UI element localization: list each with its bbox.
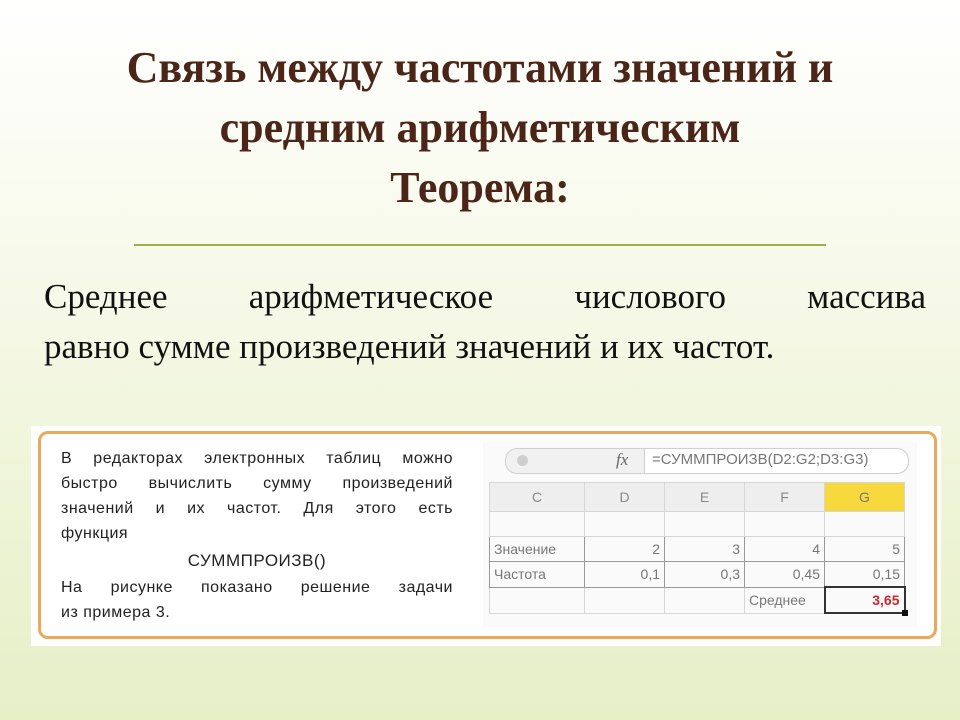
column-header-g[interactable]: G [825, 483, 905, 512]
desc-line-1: В редакторах электронных таблиц можно [61, 450, 453, 467]
spreadsheet-grid [489, 482, 906, 614]
row-label-frequency[interactable]: Частота [490, 562, 585, 588]
table-row [490, 512, 905, 537]
cell[interactable]: 3 [665, 537, 745, 562]
desc-line-2: быстро вычислить сумму произведений [61, 475, 453, 492]
formula-bar[interactable] [505, 448, 909, 474]
cell[interactable] [745, 512, 825, 537]
cell[interactable] [665, 512, 745, 537]
column-header-d[interactable]: D [585, 483, 665, 512]
column-header-row [490, 483, 905, 512]
column-header-f[interactable]: F [745, 483, 825, 512]
cell[interactable] [585, 587, 665, 613]
slide-title [0, 38, 960, 218]
cell[interactable] [585, 512, 665, 537]
card-description [61, 446, 453, 625]
cell[interactable]: 2 [585, 537, 665, 562]
cell[interactable] [825, 512, 905, 537]
title-line-3: Теорема: [390, 163, 570, 212]
fill-handle[interactable] [902, 610, 908, 616]
cell[interactable]: 0,3 [665, 562, 745, 588]
desc-line-4: функция [61, 525, 129, 542]
cell[interactable]: 5 [825, 537, 905, 562]
title-line-1: Связь между частотами значений и [126, 43, 834, 92]
formula-separator [644, 449, 645, 473]
cell[interactable]: 0,45 [745, 562, 825, 588]
circle-icon [517, 455, 528, 466]
mean-result-cell[interactable] [825, 587, 905, 613]
title-divider [134, 244, 826, 246]
cell[interactable] [490, 587, 585, 613]
cell[interactable]: 0,15 [825, 562, 905, 588]
mean-value: 3,65 [872, 592, 900, 608]
desc-line-5: На рисунке показано решение задачи [61, 579, 453, 596]
theorem-line-2: равно сумме произведений значений и их частот. [44, 327, 775, 366]
theorem-line-1: Среднее арифметическое числового массива [44, 277, 926, 316]
fx-icon: fx [616, 450, 629, 469]
cell[interactable] [490, 512, 585, 537]
desc-line-6: из примера 3. [61, 604, 171, 621]
theorem-text [44, 272, 926, 372]
table-row [490, 537, 905, 562]
mean-label[interactable]: Среднее [745, 587, 825, 613]
cell[interactable] [665, 587, 745, 613]
column-header-e[interactable]: E [665, 483, 745, 512]
table-row [490, 587, 905, 613]
desc-line-3: значений и их частот. Для этого есть [61, 500, 453, 517]
cell[interactable]: 4 [745, 537, 825, 562]
formula-input[interactable]: =СУММПРОИЗВ(D2:G2;D3:G3) [652, 451, 869, 468]
row-label-value[interactable]: Значение [490, 537, 585, 562]
table-row [490, 562, 905, 588]
example-card [31, 426, 941, 646]
column-header-c[interactable]: C [490, 483, 585, 512]
title-line-2: средним арифметическим [219, 103, 741, 152]
cell[interactable]: 0,1 [585, 562, 665, 588]
spreadsheet [483, 442, 917, 627]
function-name: СУММПРОИЗВ() [187, 551, 327, 570]
